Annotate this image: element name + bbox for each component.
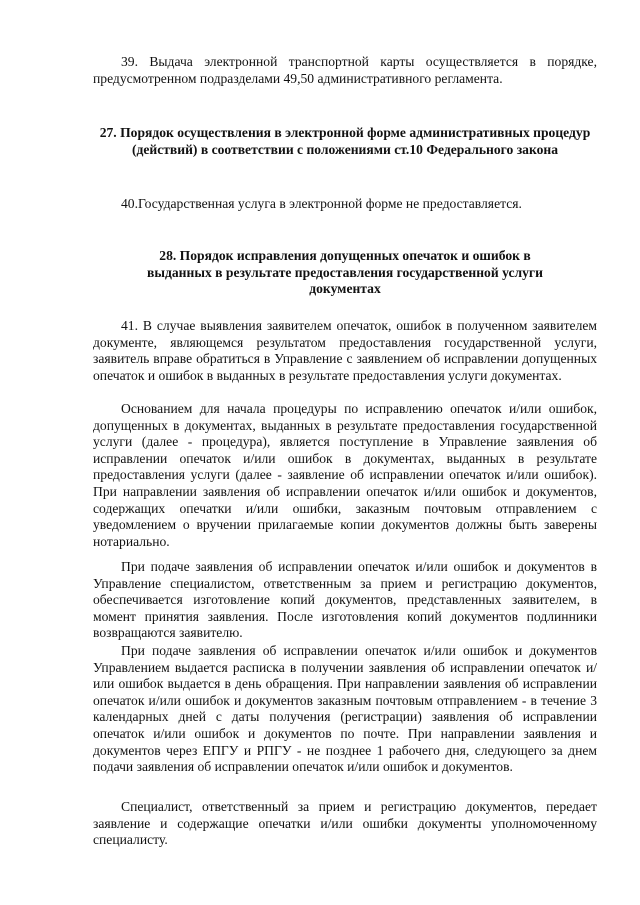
section-heading-28: 28. Порядок исправления допущенных опечаток и ошибок в выданных в результате предоставления государственной услуги документах <box>147 248 543 297</box>
paragraph-specialist-copies: При подаче заявления об исправлении опечаток и/или ошибок и документов в Управление специалистом, ответственным за прием и регистрацию документов, обеспечивается изготовление копий документов, представленных заявителем, в момент принятия заявления. После изготовления копий документов подлинники возвращаются заявителю. <box>93 559 597 641</box>
paragraph-receipt: При подаче заявления об исправлении опечаток и/или ошибок и документов Управлением выдается расписка в получении заявления об исправлении опечаток и/или ошибок выдается в день обращения. При направлении заявления об исправлении опечаток и/или ошибок и документов заказным почтовым отправлением - в течение 3 календарных дней с даты получения (регистрации) заявления об исправлении опечаток и/или ошибок и документов по почте. При направлении заявления и документов через ЕПГУ и РПГУ - не позднее 1 рабочего дня, следующего за днем подачи заявления об исправлении опечаток и/или ошибок и документов. <box>93 643 597 775</box>
paragraph-basis: Основанием для начала процедуры по исправлению опечаток и/или ошибок, допущенных в документах, выданных в результате предоставления государственной услуги (далее - процедура), является поступление в Управление заявления об исправлении опечаток и/или ошибок в документах, выданных в результате предоставления услуги (далее - заявление об исправлении опечаток и/или ошибок). При направлении заявления об исправлении опечаток и/или ошибок и документов, содержащих опечатки и/или ошибки, заказным почтовым отправлением с уведомлением о вручении прилагаемые копии документов должны быть заверены нотариально. <box>93 401 597 549</box>
paragraph-41: 41. В случае выявления заявителем опечаток, ошибок в полученном заявителем документе, являющемся результатом предоставления государственной услуги, заявитель вправе обратиться в Управление с заявлением об исправлении допущенных опечаток и ошибок в выданных в результате предоставления услуги документах. <box>93 318 597 383</box>
paragraph-transfer: Специалист, ответственный за прием и регистрацию документов, передает заявление и содержащие опечатки и/или ошибки документы уполномоченному специалисту. <box>93 799 597 848</box>
section-heading-27: 27. Порядок осуществления в электронной форме административных процедур (действий) в соответствии с положениями ст.10 Федерального закона <box>99 125 591 157</box>
paragraph-39: 39. Выдача электронной транспортной карты осуществляется в порядке, предусмотренном подразделами 49,50 административного регламента. <box>93 54 597 86</box>
paragraph-40: 40.Государственная услуга в электронной форме не предоставляется. <box>121 196 522 211</box>
